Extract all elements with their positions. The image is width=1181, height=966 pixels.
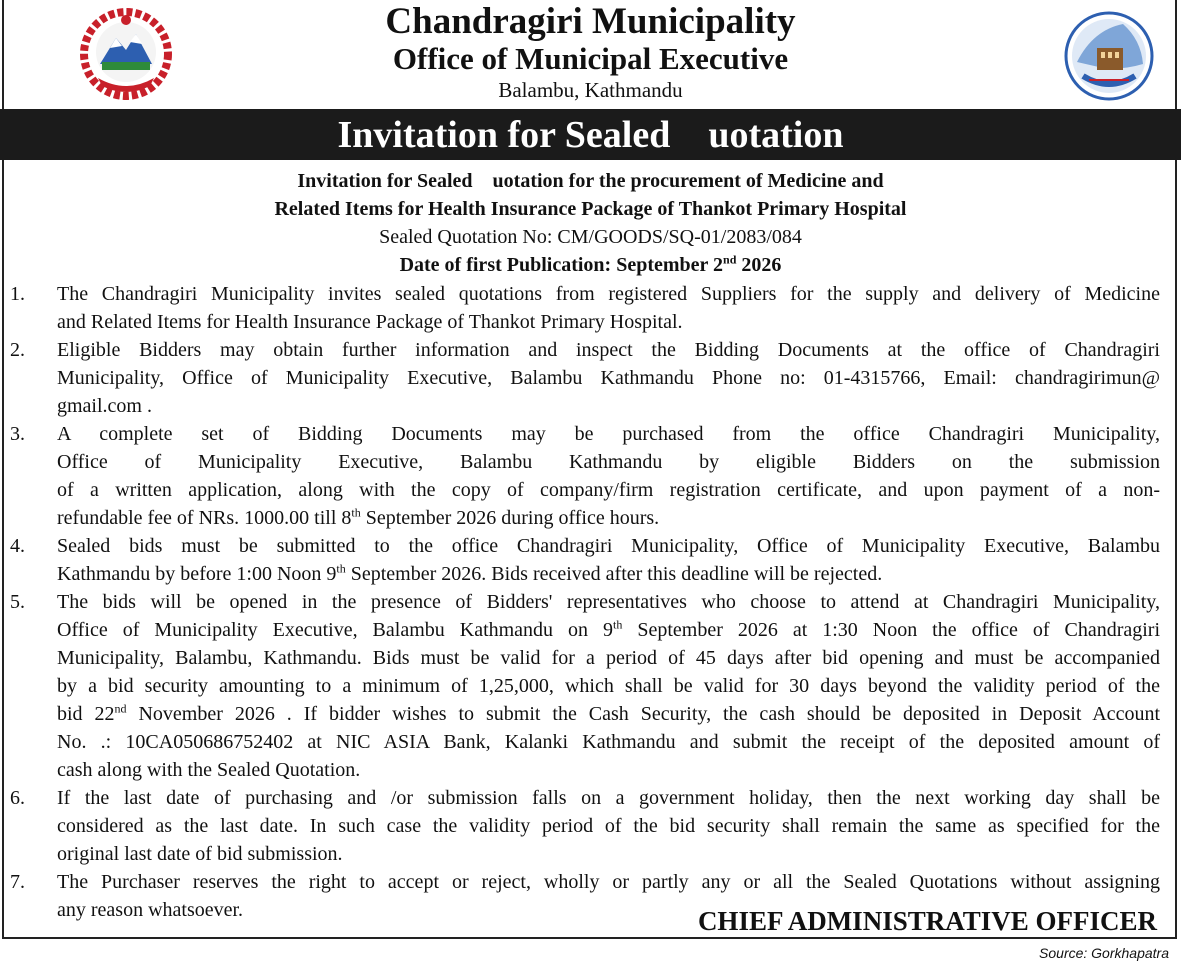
item-line: Municipality, Balambu, Kathmandu. Bids must be valid for a period of 45 days after bid opening and must be accompanied [57, 647, 1160, 669]
item-line: by a bid security amounting to a minimum of 1,25,000, which shall be valid for 30 days beyond the validity period of the [57, 675, 1160, 697]
item-line: No. .: 10CA050686752402 at NIC ASIA Bank, Kalanki Kathmandu and submit the receipt of the deposited amount of [57, 731, 1160, 753]
item-line: gmail.com . [57, 395, 152, 417]
office-address: Balambu, Kathmandu [498, 78, 683, 102]
item-number: 6. [10, 787, 25, 809]
item-line: any reason whatsoever. [57, 899, 244, 921]
item-line: Municipality, Office of Municipality Executive, Balambu Kathmandu Phone no: 01-4315766, Email: chandragirimun@ [57, 367, 1160, 389]
item-line: Office of Municipality Executive, Balambu Kathmandu by eligible Bidders on the submission [57, 451, 1160, 473]
item-number: 2. [10, 339, 25, 361]
item-line: bid 22nd November 2026 . If bidder wishes to submit the Cash Security, the cash should be deposited in Deposit Account [57, 701, 1160, 725]
item-line: The Chandragiri Municipality invites sealed quotations from registered Suppliers for the supply and delivery of Medicine [57, 283, 1160, 305]
office-title: Office of Municipal Executive [392, 41, 789, 76]
item-line: original last date of bid submission. [57, 843, 343, 865]
item-line: The Purchaser reserves the right to accept or reject, wholly or partly any or all the Sealed Quotations without assigning [57, 871, 1160, 893]
item-line: Eligible Bidders may obtain further information and inspect the Bidding Documents at the office of Chandragiri [57, 339, 1160, 361]
item-number: 1. [10, 283, 25, 305]
item-line: A complete set of Bidding Documents may be purchased from the office Chandragiri Municipality, [57, 423, 1160, 445]
item-line: If the last date of purchasing and /or submission falls on a government holiday, then the next working day shall be [57, 787, 1160, 809]
signature-title: CHIEF ADMINISTRATIVE OFFICER [697, 906, 1157, 936]
item-number: 7. [10, 871, 25, 893]
item-line: cash along with the Sealed Quotation. [57, 759, 361, 781]
item-number: 3. [10, 423, 25, 445]
item-line: Kathmandu by before 1:00 Noon 9th September 2026. Bids received after this deadline will be rejected. [57, 561, 883, 585]
publication-date: Date of first Publication: September 2nd 2026 [399, 252, 782, 276]
item-number: 4. [10, 535, 25, 557]
item-number: 5. [10, 591, 25, 613]
item-line: Sealed bids must be submitted to the office Chandragiri Municipality, Office of Municipality Executive, Balambu [57, 535, 1160, 557]
item-line: The bids will be opened in the presence of Bidders' representatives who choose to attend at Chandragiri Municipality, [57, 591, 1160, 613]
quotation-number: Sealed Quotation No: CM/GOODS/SQ-01/2083/084 [379, 226, 802, 248]
source-credit: Source: Gorkhapatra [1039, 945, 1169, 961]
title-banner [0, 109, 1181, 160]
item-line: Office of Municipality Executive, Balambu Kathmandu on 9th September 2026 at 1:30 Noon the office of Chandragiri [57, 617, 1160, 641]
banner-title: Invitation for Sealed uotation [337, 114, 844, 156]
item-line: considered as the last date. In such case the validity period of the bid security shall remain the same as specified for the [57, 815, 1160, 837]
subject-line-1: Invitation for Sealed uotation for the procurement of Medicine and [297, 170, 884, 192]
subject-line-2: Related Items for Health Insurance Package of Thankot Primary Hospital [274, 198, 907, 220]
item-line: of a written application, along with the copy of company/firm registration certificate, and upon payment of a non- [57, 479, 1160, 501]
item-line: refundable fee of NRs. 1000.00 till 8th September 2026 during office hours. [57, 505, 660, 529]
municipality-title: Chandragiri Municipality [385, 1, 796, 42]
item-line: and Related Items for Health Insurance Package of Thankot Primary Hospital. [57, 311, 683, 333]
